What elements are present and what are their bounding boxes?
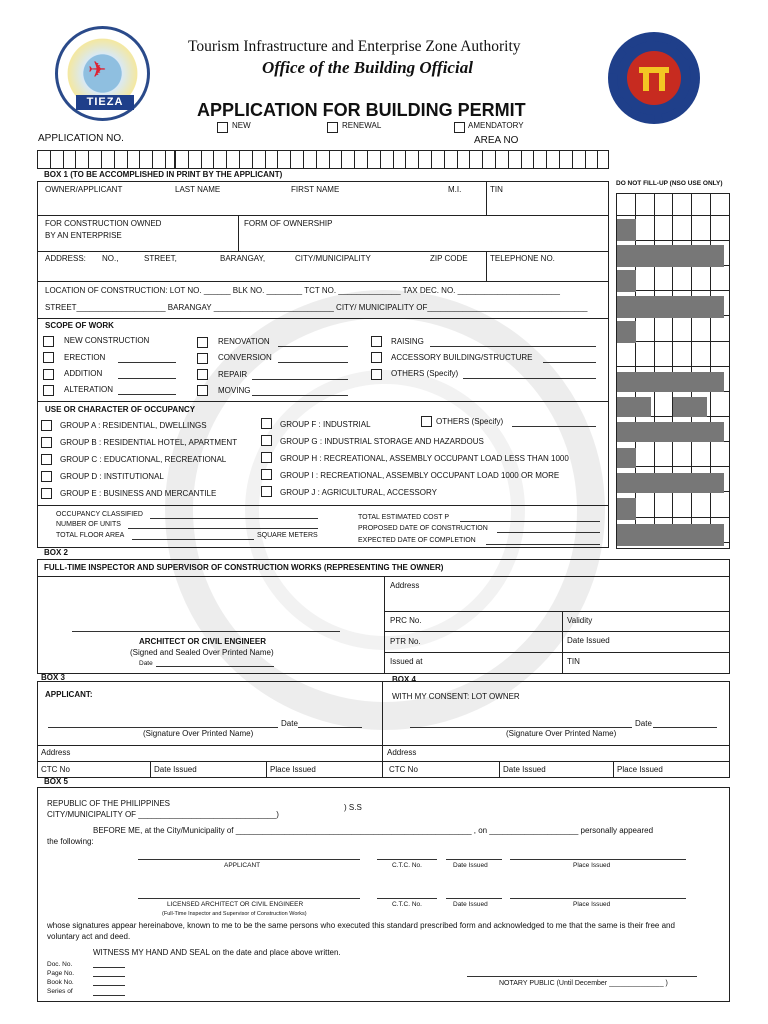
nso-grid-cell[interactable] (617, 194, 636, 216)
nso-grid-cell[interactable] (655, 392, 674, 417)
occupancy-label: USE OR CHARACTER OF OCCUPANCY (45, 405, 196, 414)
nso-gray-3 (617, 270, 636, 292)
address-barangay-label: BARANGAY, (220, 254, 266, 263)
the-following-label: the following: (47, 837, 94, 846)
box4-date-label: Date (635, 719, 652, 728)
group-f-checkbox[interactable] (261, 418, 272, 429)
proposed-date-label: PROPOSED DATE OF CONSTRUCTION (358, 525, 488, 532)
series-of-label: Series of (47, 988, 73, 995)
box2-date-label: Date (139, 660, 153, 667)
logo-plane-icon: ✈ (88, 57, 107, 82)
tieza-logo (55, 26, 150, 121)
scope-label: SCOPE OF WORK (45, 321, 114, 330)
box1-label: BOX 1 (TO BE ACCOMPLISHED IN PRINT BY THE APPLICANT) (44, 170, 283, 179)
nso-grid-cell[interactable] (711, 194, 730, 216)
consent-label: WITH MY CONSENT: LOT OWNER (392, 692, 520, 701)
total-floor-area-label: TOTAL FLOOR AREA (56, 532, 125, 539)
repair-label: REPAIR (218, 370, 248, 379)
nso-grid-cell[interactable] (692, 266, 711, 291)
box2-address-label: Address (390, 581, 420, 590)
erection-checkbox[interactable] (43, 352, 54, 363)
nso-gray-8 (673, 397, 707, 417)
group-f-label: GROUP F : INDUSTRIAL (280, 420, 371, 429)
address-no-label: NO., (102, 254, 119, 263)
nso-gray-13 (617, 524, 724, 546)
witness-text: WITNESS MY HAND AND SEAL on the date and place above written. (93, 948, 341, 957)
erection-label: ERECTION (64, 353, 106, 362)
nso-grid-cell[interactable] (692, 316, 711, 342)
validity-label: Validity (567, 616, 593, 625)
expected-date-label: EXPECTED DATE OF COMPLETION (358, 537, 476, 544)
agency-name: Tourism Infrastructure and Enterprise Zone Authority (188, 38, 521, 55)
owner-applicant-label: OWNER/APPLICANT (45, 185, 123, 194)
nso-grid-cell[interactable] (673, 442, 692, 467)
ptr-no-label: PTR No. (390, 637, 421, 646)
city-label: CITY/MUNICIPALITY OF _______________________________) (47, 810, 279, 819)
accessory-checkbox[interactable] (371, 352, 382, 363)
amendatory-label: AMENDATORY (468, 121, 524, 130)
page-no-label: Page No. (47, 970, 75, 977)
group-d-label: GROUP D : INSTITUTIONAL (60, 472, 164, 481)
alteration-checkbox[interactable] (43, 385, 54, 396)
alteration-label: ALTERATION (64, 385, 114, 394)
nso-grid-cell[interactable] (655, 266, 674, 291)
office-name: Office of the Building Official (262, 58, 473, 77)
box2-title: FULL-TIME INSPECTOR AND SUPERVISOR OF CONSTRUCTION WORKS (REPRESENTING THE OWNER) (44, 563, 444, 572)
nso-grid-cell[interactable] (673, 492, 692, 518)
box4-label: BOX 4 (392, 675, 417, 684)
nso-gray-1 (617, 219, 636, 241)
box2-date-issued-label: Date Issued (567, 636, 610, 645)
notary-ctc-label-1: C.T.C. No. (392, 862, 422, 869)
group-b-checkbox[interactable] (41, 437, 52, 448)
number-of-units-label: NUMBER OF UNITS (56, 521, 121, 528)
group-c-label: GROUP C : EDUCATIONAL, RECREATIONAL (60, 455, 227, 464)
group-i-checkbox[interactable] (261, 469, 272, 480)
new-construction-label: NEW CONSTRUCTION (64, 336, 150, 345)
nso-gray-11 (617, 473, 724, 493)
nso-grid-cell[interactable] (711, 442, 730, 467)
moving-label: MOVING (218, 386, 251, 395)
new-label: NEW (232, 121, 251, 130)
group-j-label: GROUP J : AGRICULTURAL, ACCESSORY (280, 488, 437, 497)
renewal-label: RENEWAL (342, 121, 382, 130)
nso-grid-cell[interactable] (655, 316, 674, 342)
page-title: APPLICATION FOR BUILDING PERMIT (197, 100, 526, 120)
occupancy-classified-label: OCCUPANCY CLASSIFIED (56, 511, 143, 518)
notary-public-label: NOTARY PUBLIC (Until December ______________ ) (499, 980, 668, 987)
repair-checkbox[interactable] (197, 369, 208, 380)
tin-label: TIN (490, 185, 503, 194)
nso-grid-cell[interactable] (655, 342, 674, 367)
box3-label: BOX 3 (41, 673, 66, 682)
group-h-checkbox[interactable] (261, 452, 272, 463)
licensed-sub-label: (Full-Time Inspector and Supervisor of Construction Works) (162, 911, 307, 917)
nso-grid-cell[interactable] (636, 492, 655, 518)
zip-code-label: ZIP CODE (430, 254, 468, 263)
address-city-label: CITY/MUNICIPALITY (295, 254, 371, 263)
box2-label: BOX 2 (44, 548, 69, 557)
nso-grid-cell[interactable] (711, 392, 730, 417)
group-a-checkbox[interactable] (41, 420, 52, 431)
issued-at-label: Issued at (390, 657, 423, 666)
addition-checkbox[interactable] (43, 369, 54, 380)
nso-grid-cell[interactable] (617, 342, 636, 367)
area-no-label: AREA NO (474, 135, 519, 146)
group-j-checkbox[interactable] (261, 486, 272, 497)
nso-gray-12 (617, 498, 636, 520)
nso-grid-cell[interactable] (655, 492, 674, 518)
box4-date-issued-label: Date Issued (503, 765, 546, 774)
nso-grid-cell[interactable] (692, 194, 711, 216)
box2-tin-label: TIN (567, 657, 580, 666)
group-g-checkbox[interactable] (261, 435, 272, 446)
nso-gray-5 (617, 321, 636, 343)
occupancy-others-checkbox[interactable] (421, 416, 432, 427)
box3-address-label: Address (41, 748, 71, 757)
group-e-label: GROUP E : BUSINESS AND MERCANTILE (60, 489, 217, 498)
group-a-label: GROUP A : RESIDENTIAL, DWELLINGS (60, 421, 207, 430)
notary-date-issued-label-2: Date Issued (453, 901, 488, 908)
nso-grid-cell[interactable] (711, 316, 730, 342)
group-e-checkbox[interactable] (41, 488, 52, 499)
moving-checkbox[interactable] (197, 385, 208, 396)
mi-label: M.I. (448, 185, 462, 194)
scope-others-checkbox[interactable] (371, 369, 382, 380)
conversion-label: CONVERSION (218, 353, 272, 362)
whose-signatures-text: whose signatures appear hereinabove, known to me to be the same persons who executed this standard prescribed form and acknowledged to me that the same is their free and (47, 921, 675, 930)
new-construction-checkbox[interactable] (43, 336, 54, 347)
raising-checkbox[interactable] (371, 336, 382, 347)
republic-label: REPUBLIC OF THE PHILIPPINES (47, 799, 170, 808)
nso-grid-cell[interactable] (636, 216, 655, 241)
group-g-label: GROUP G : INDUSTRIAL STORAGE AND HAZARDOUS (280, 437, 484, 446)
notary-applicant-label: APPLICANT (224, 862, 261, 869)
signed-sealed-label: (Signed and Sealed Over Printed Name) (130, 648, 274, 657)
notary-place-issued-label-2: Place Issued (573, 901, 611, 908)
box3-place-issued-label: Place Issued (270, 765, 316, 774)
conversion-checkbox[interactable] (197, 353, 208, 364)
prc-no-label: PRC No. (390, 616, 422, 625)
nso-grid-cell[interactable] (636, 266, 655, 291)
group-b-label: GROUP B : RESIDENTIAL HOTEL, APARTMENT (60, 438, 238, 447)
nso-gray-7 (617, 397, 651, 417)
renewal-checkbox[interactable] (327, 122, 338, 133)
nso-grid-cell[interactable] (711, 492, 730, 518)
nso-grid-cell[interactable] (711, 342, 730, 367)
nso-grid-cell[interactable] (711, 266, 730, 291)
nso-grid-cell[interactable] (636, 442, 655, 467)
nso-grid-cell[interactable] (636, 194, 655, 216)
location-line: LOCATION OF CONSTRUCTION: LOT NO. ______ BLK NO. ________ TCT NO. ______________ TAX DEC. NO. _______________________ (45, 286, 560, 295)
logo-banner: TIEZA (76, 95, 134, 110)
notary-ctc-label-2: C.T.C. No. (392, 901, 422, 908)
notary-date-issued-label-1: Date Issued (453, 862, 488, 869)
box3-box4 (37, 681, 730, 778)
nso-grid-cell[interactable] (711, 216, 730, 241)
form-of-ownership-label: FORM OF OWNERSHIP (244, 219, 333, 228)
side-panel-label: DO NOT FILL-UP (NSO USE ONLY) (616, 180, 723, 187)
doc-no-label: Doc. No. (47, 961, 73, 968)
applicant-label: APPLICANT: (45, 690, 93, 699)
nso-gray-6 (617, 372, 724, 392)
last-name-label: LAST NAME (175, 185, 221, 194)
addition-label: ADDITION (64, 369, 103, 378)
box4-signature-label: (Signature Over Printed Name) (506, 729, 617, 738)
notary-place-issued-label-1: Place Issued (573, 862, 611, 869)
group-d-checkbox[interactable] (41, 471, 52, 482)
before-me-label: BEFORE ME, at the City/Municipality of _____________________________________________________ , on ____________________ personally appeared (93, 826, 654, 835)
accessory-label: ACCESSORY BUILDING/STRUCTURE (391, 353, 533, 362)
nso-gray-2 (617, 245, 724, 267)
square-meters-label: SQUARE METERS (257, 532, 318, 539)
box4-ctc-no-label: CTC No (389, 765, 418, 774)
construction-owned-label: FOR CONSTRUCTION OWNED (45, 219, 162, 228)
nso-gray-10 (617, 448, 636, 468)
book-no-label: Book No. (47, 979, 74, 986)
nso-grid-cell[interactable] (673, 266, 692, 291)
licensed-label: LICENSED ARCHITECT OR CIVIL ENGINEER (167, 901, 304, 908)
scope-others-label: OTHERS (Specify) (391, 369, 459, 378)
address-label: ADDRESS: (45, 254, 86, 263)
box3-date-label: Date (281, 719, 298, 728)
group-i-label: GROUP I : RECREATIONAL, ASSEMBLY OCCUPANT LOAD 1000 OR MORE (280, 471, 560, 480)
address-street-label: STREET, (144, 254, 177, 263)
first-name-label: FIRST NAME (291, 185, 340, 194)
nso-grid-cell[interactable] (692, 492, 711, 518)
box3-signature-label: (Signature Over Printed Name) (143, 729, 254, 738)
renovation-checkbox[interactable] (197, 337, 208, 348)
box3-date-issued-label: Date Issued (154, 765, 197, 774)
construction-owned-label-2: BY AN ENTERPRISE (45, 231, 122, 240)
nso-gray-4 (617, 296, 724, 318)
nso-grid-cell[interactable] (655, 442, 674, 467)
telephone-label: TELEPHONE NO. (490, 254, 555, 263)
nso-grid-cell[interactable] (692, 442, 711, 467)
nso-grid-cell[interactable] (655, 216, 674, 241)
nso-grid-cell[interactable] (673, 216, 692, 241)
application-no-field-2[interactable] (175, 150, 609, 169)
new-checkbox[interactable] (217, 122, 228, 133)
nso-grid-cell[interactable] (673, 342, 692, 367)
total-estimated-cost-label: TOTAL ESTIMATED COST P (358, 514, 450, 521)
nso-gray-9 (617, 422, 724, 442)
nso-grid-cell[interactable] (636, 342, 655, 367)
box5-label: BOX 5 (44, 777, 69, 786)
occupancy-others-label: OTHERS (Specify) (436, 417, 504, 426)
box4-place-issued-label: Place Issued (617, 765, 663, 774)
ss-label: ) S.S (344, 803, 362, 812)
group-c-checkbox[interactable] (41, 454, 52, 465)
box3-ctc-no-label: CTC No (41, 765, 70, 774)
gear-inner-icon (627, 51, 681, 105)
amendatory-checkbox[interactable] (454, 122, 465, 133)
nso-grid-cell[interactable] (673, 194, 692, 216)
box4-address-label: Address (387, 748, 417, 757)
renovation-label: RENOVATION (218, 337, 270, 346)
nso-grid-cell[interactable] (673, 316, 692, 342)
nso-grid-cell[interactable] (692, 342, 711, 367)
architect-label: ARCHITECT OR CIVIL ENGINEER (139, 637, 266, 646)
application-no-field[interactable] (37, 150, 175, 169)
nso-grid-cell[interactable] (655, 194, 674, 216)
application-no-label: APPLICATION NO. (38, 133, 124, 144)
street-line: STREET____________________ BARANGAY ___________________________ CITY/ MUNICIPALITY OF____________________________________ (45, 303, 588, 312)
nso-grid-cell[interactable] (636, 316, 655, 342)
voluntary-act-text: voluntary act and deed. (47, 932, 131, 941)
raising-label: RAISING (391, 337, 424, 346)
dpwh-gear-logo (608, 32, 700, 124)
nso-grid-cell[interactable] (692, 216, 711, 241)
group-h-label: GROUP H : RECREATIONAL, ASSEMBLY OCCUPANT LOAD LESS THAN 1000 (280, 454, 569, 463)
